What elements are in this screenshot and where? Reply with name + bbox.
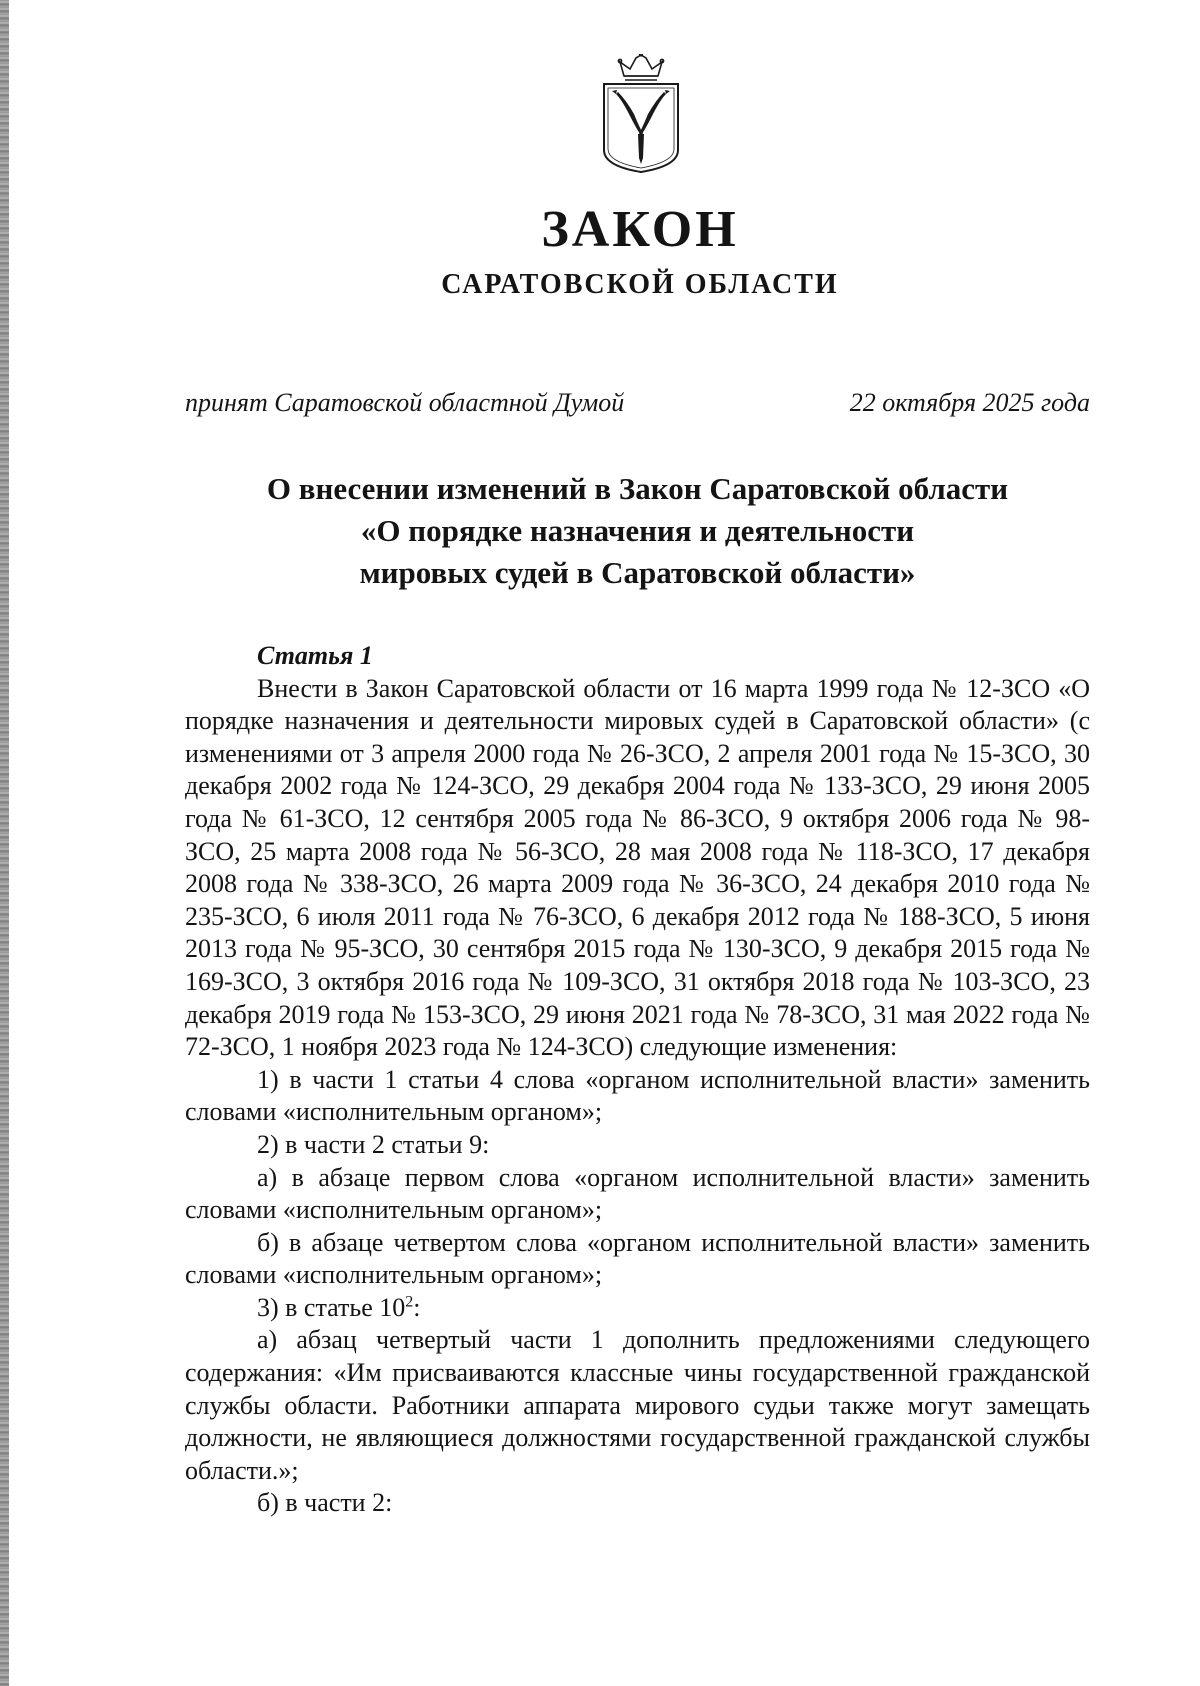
- item3-superscript: 2: [405, 1293, 414, 1311]
- amendment-item-3: [185, 1292, 1090, 1325]
- law-title: [185, 468, 1090, 594]
- amendment-item-2: 2) в части 2 статьи 9:: [257, 1129, 490, 1159]
- amendment-item-3a: а) абзац четвертый части 1 дополнить предложениями следующего содержания: «Им присваиваются классные чины государственной гражданской службы области. Работники аппарата мирового судьи также могут замещать должности, не являющиеся должностями государственной гражданской службы области.»;: [185, 1325, 1090, 1485]
- article-body: [185, 640, 1090, 1520]
- amendment-item-1: 1) в части 1 статьи 4 слова «органом исполнительной власти» заменить словами «исполнительным органом»;: [185, 1064, 1090, 1127]
- article-intro: Внести в Закон Саратовской области от 16 марта 1999 года № 12-ЗСО «О порядке назначения и деятельности мировых судей в Саратовской области» (с изменениями от 3 апреля 2000 года № 26-ЗСО, 2 апреля 2001 года № 15-ЗСО, 30 декабря 2002 года № 124-ЗСО, 29 декабря 2004 года № 133-ЗСО, 29 июня 2005 года № 61-ЗСО, 12 сентября 2005 года № 86-ЗСО, 9 октября 2006 года № 98-ЗСО, 25 марта 2008 года № 56-ЗСО, 28 мая 2008 года № 118-ЗСО, 17 декабря 2008 года № 338-ЗСО, 26 марта 2009 года № 36-ЗСО, 24 декабря 2010 года № 235-ЗСО, 6 июля 2011 года № 76-ЗСО, 6 декабря 2012 года № 188-ЗСО, 5 июня 2013 года № 95-ЗСО, 30 сентября 2015 года № 130-ЗСО, 9 декабря 2015 года № 169-ЗСО, 3 октября 2016 года № 109-ЗСО, 31 октября 2018 года № 103-ЗСО, 23 декабря 2019 года № 153-ЗСО, 29 июня 2021 года № 78-ЗСО, 31 мая 2022 года № 72-ЗСО, 1 ноября 2023 года № 124-ЗСО) следующие изменения:: [185, 673, 1090, 1062]
- amendment-item-3b: б) в части 2:: [257, 1488, 393, 1518]
- law-title-line: мировых судей в Саратовской области»: [359, 555, 916, 590]
- amendment-item-2b: б) в абзаце четвертом слова «органом исполнительной власти» заменить словами «исполнительным органом»;: [185, 1227, 1090, 1290]
- amendment-item-2a: а) в абзаце первом слова «органом исполнительной власти» заменить словами «исполнительным органом»;: [185, 1162, 1090, 1225]
- document-title: ЗАКОН: [541, 201, 739, 258]
- law-title-line: О внесении изменений в Закон Саратовской области: [266, 471, 1009, 506]
- item3-text: 3) в статье 10: [257, 1292, 406, 1322]
- law-title-line: «О порядке назначения и деятельности: [360, 513, 915, 548]
- item3-colon: :: [413, 1292, 421, 1322]
- article-heading: Статья 1: [257, 641, 373, 670]
- document-subtitle: САРАТОВСКОЙ ОБЛАСТИ: [441, 269, 839, 300]
- adoption-date: 22 октября 2025 года: [849, 388, 1090, 417]
- adopted-by: принят Саратовской областной Думой: [185, 388, 625, 417]
- saratov-coat-of-arms-icon: [600, 54, 682, 178]
